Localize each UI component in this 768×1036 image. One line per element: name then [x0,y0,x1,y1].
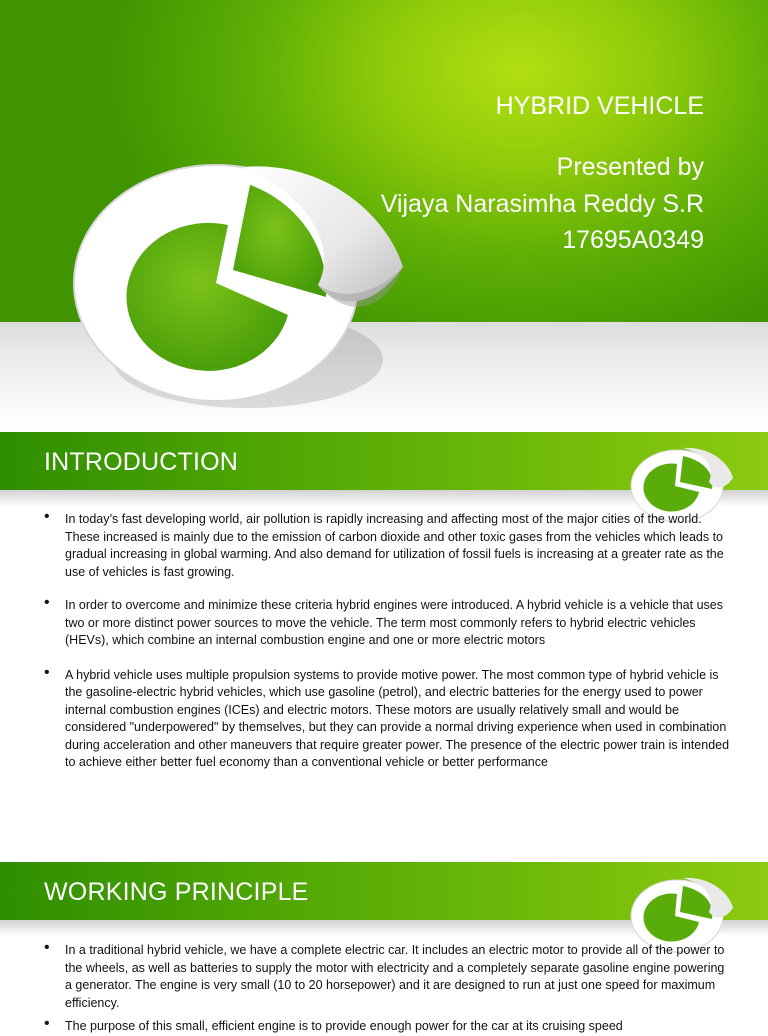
pie-chart-sticker-icon [627,872,735,952]
pie-chart-sticker-icon [627,442,735,522]
working-principle-slide [0,862,768,1033]
roll-number: 17695A0349 [562,226,704,254]
slide-heading: WORKING PRINCIPLE [44,878,309,906]
presenter-name: Vijaya Narasimha Reddy S.R [380,190,704,218]
presented-by-label: Presented by [556,153,704,181]
list-item: • In order to overcome and minimize these criteria hybrid engines were introduced. A hybrid vehicle is a vehicle that uses two or more distinct power sources to move the vehicle. The term most commonly refers to hybrid electric vehicles (HEVs), which combine an internal combustion engine and one or more electric motors [44,597,734,650]
list-item: • In a traditional hybrid vehicle, we have a complete electric car. It includes an electric motor to provide all of the power to the wheels, as well as batteries to supply the motor with electricity and a completely separate gasoline engine powering a generator. The engine is very small (10 to 20 horsepower) and it are designed to run at just one speed for maximum efficiency. [44,942,734,1012]
title-slide [0,0,768,432]
presentation-title: HYBRID VEHICLE [495,92,704,120]
list-item: • The purpose of this small, efficient engine is to provide enough power for the car at its cruising speed [44,1018,734,1036]
introduction-bullet-list [44,511,734,772]
pie-chart-sticker-icon [68,155,413,425]
slide-heading: INTRODUCTION [44,448,239,476]
list-item: • In today’s fast developing world, air pollution is rapidly increasing and affecting most of the major cities of the world. These increased is mainly due to the emission of carbon dioxide and other toxic gases from the vehicles which leads to gradual increasing in global warming. And also demand for utilization of fossil fuels is increasing at a greater rate as the use of vehicles is fast growing. [44,511,734,581]
working-principle-bullet-list [44,942,734,1036]
introduction-slide [0,432,768,862]
list-item: • A hybrid vehicle uses multiple propulsion systems to provide motive power. The most common type of hybrid vehicle is the gasoline-electric hybrid vehicles, which use gasoline (petrol), and electric batteries for the energy used to power internal combustion engines (ICEs) and electric motors. These motors are usually relatively small and would be considered "underpowered" by themselves, but they can provide a normal driving experience when used in combination during acceleration and other maneuvers that require greater power. The presence of the electric power train is intended to achieve either better fuel economy than a conventional vehicle or better performance [44,667,734,772]
